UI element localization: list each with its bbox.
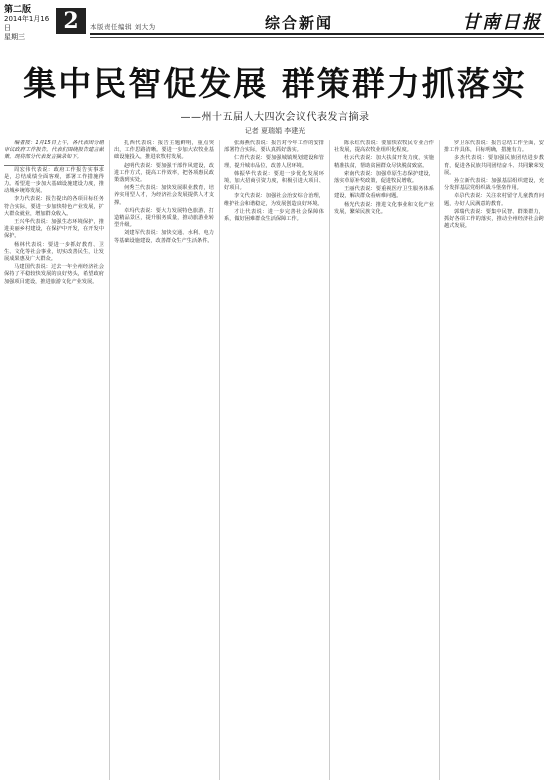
issue-date: 2014年1月16日: [4, 15, 50, 32]
newspaper-logo: 甘南日报: [462, 12, 542, 33]
editor-note: 编者按：1月15日上午，各代表团分组审议政府工作报告。代表们围绕报告建言献策。现将部分代表发言摘录如下。: [4, 140, 104, 166]
issue-weekday: 星期三: [4, 33, 25, 41]
text-column-2: [114, 140, 214, 780]
speech-paragraph: 赵明代表说：要加强干部作风建设，改进工作方式，提高工作效率，把各项惠民政策落到实处。: [114, 162, 214, 184]
speech-paragraph: 索南代表说：加强草原生态保护建设，落实草原补奖政策，促进牧民增收。: [334, 170, 434, 185]
speech-paragraph: 王丽代表说：要重视医疗卫生服务体系建设，解决群众看病难问题。: [334, 186, 434, 200]
column-divider: [109, 140, 110, 780]
masthead-rule-thin: [90, 37, 544, 38]
speech-paragraph: 刘建军代表说：加快交通、水利、电力等基础设施建设，改善群众生产生活条件。: [114, 230, 214, 244]
text-column-1: [4, 140, 104, 780]
speech-paragraph: 多杰代表说：要加强民族团结进步教育，促进各民族共同团结奋斗、共同繁荣发展。: [444, 155, 544, 176]
speech-paragraph: 韩振华代表说：要进一步优化发展环境，加大招商引资力度，积极引进大项目、好项目。: [224, 170, 324, 192]
speech-paragraph: 李文代表说：加强社会治安综合治理，维护社会和谐稳定，为发展创造良好环境。: [224, 193, 324, 207]
text-column-3: [224, 140, 324, 780]
page-number: 2: [56, 8, 86, 34]
speech-paragraph: 郭瑞代表说：要集中民智、群策群力，抓好各项工作的落实，推动全州经济社会跨越式发展。: [444, 208, 544, 230]
responsible-editor: 本版责任编辑 刘大为: [90, 23, 156, 31]
speech-paragraph: 李力代表说：报告提出的各项目标任务符合实际，要进一步加快特色产业发展，扩大群众就业，增加群众收入。: [4, 196, 104, 217]
speech-paragraph: 杨光代表说：推进文化事业和文化产业发展，繁荣民族文化。: [334, 201, 434, 215]
section-title: 综合新闻: [265, 14, 334, 32]
article-byline: 记者 夏瑞娟 李建光: [244, 127, 306, 135]
speech-paragraph: 卓尕代表说：关注农村留守儿童教育问题，办好人民满意的教育。: [444, 193, 544, 207]
speech-paragraph: 周宏伟代表说：政府工作报告实事求是，总结成绩全面客观，部署工作措施得力。希望进一步加大基础设施建设力度，推动城乡统筹发展。: [4, 166, 104, 195]
article-headline: 集中民智促发展 群策群力抓落实: [23, 64, 527, 103]
article-subtitle: ——州十五届人大四次会议代表发言摘录: [180, 112, 370, 123]
column-divider: [219, 140, 220, 780]
article-body: [4, 140, 546, 780]
speech-paragraph: 王兴华代表说：加强生态环境保护，推进美丽乡村建设，在保护中开发，在开发中保护。: [4, 219, 104, 240]
speech-paragraph: 张海燕代表说：报告对今年工作的安排部署符合实际，要认真抓好落实。: [224, 140, 324, 154]
speech-paragraph: 陈永红代表说：要加快农牧民专业合作社发展，提高农牧业组织化程度。: [334, 140, 434, 154]
speech-paragraph: 马建国代表说：过去一年全州经济社会保持了平稳较快发展的良好势头，希望政府加强项目建设，推进旅游文化产业发展。: [4, 264, 104, 285]
masthead-rule: [90, 33, 544, 35]
text-column-4: [334, 140, 434, 780]
edition-info: [4, 6, 54, 42]
column-divider: [329, 140, 330, 780]
speech-paragraph: 罗卫东代表说：报告总结工作全面，安排工作具体，目标明确，措施有力。: [444, 140, 544, 154]
edition-label: 第二版: [4, 5, 32, 15]
speech-paragraph: 扎西代表说：报告主题鲜明，重点突出，工作思路清晰。要进一步加大农牧业基础设施投入，推进农牧村发展。: [114, 140, 214, 161]
masthead: [0, 0, 550, 42]
speech-paragraph: 仁青代表说：要加强城镇规划建设和管理，提升城市品位，改善人居环境。: [224, 155, 324, 169]
speech-paragraph: 才让代表说：进一步完善社会保障体系，做好困难群众生活保障工作。: [224, 208, 324, 223]
speech-paragraph: 杨林代表说：要进一步抓好教育、卫生、文化等社会事业，切实改善民生，让发展成果惠及广大群众。: [4, 241, 104, 263]
speech-paragraph: 杜云代表说：加大扶贫开发力度，实施精准扶贫，帮助贫困群众尽快脱贫致富。: [334, 155, 434, 169]
text-column-5: [444, 140, 544, 780]
speech-paragraph: 孙立新代表说：加强基层组织建设，充分发挥基层党组织战斗堡垒作用。: [444, 178, 544, 192]
speech-paragraph: 何秀兰代表说：加快发展职业教育，培养实用型人才，为经济社会发展提供人才支撑。: [114, 185, 214, 206]
speech-paragraph: 卓玛代表说：要大力发展特色旅游，打造精品景区，提升服务质量，推动旅游业转型升级。: [114, 207, 214, 229]
column-divider: [439, 140, 440, 780]
